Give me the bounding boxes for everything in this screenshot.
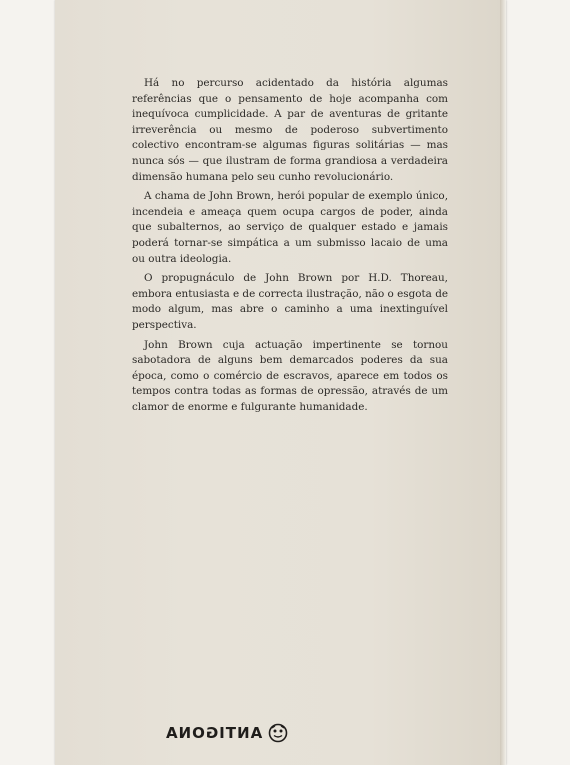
antigona-logo-icon xyxy=(268,723,288,743)
blurb-paragraph-3: O propugnáculo de John Brown por H.D. Thoreau, embora entusiasta e de correcta ilustração, não o esgota de modo algum, mas abre o caminho a uma inextinguível perspectiva. xyxy=(132,272,448,331)
blurb-paragraph-1: Há no percurso acidentado da história algumas referências que o pensamento de hoje acompanha com inequívoca cumplicidade. A par de aventuras de gritante irreverência ou mesmo de poderoso subvertimento colectivo encontram-se algumas figuras solitárias — mas nunca sós — que ilustram de forma grandiosa a verdadeira dimensão humana pelo seu cunho revolucionário. xyxy=(132,77,448,183)
publisher-name: ANTIGONA xyxy=(165,724,263,742)
blurb-paragraph-4: John Brown cuja actuação impertinente se tornou sabotadora de alguns bem demarcados poderes da sua época, como o comércio de escravos, aparece em todos os tempos contra todas as formas de opressão, através de um clamor de enorme e fulgurante humanidade. xyxy=(132,338,448,413)
publisher-logo xyxy=(165,723,288,743)
blurb-paragraph-2: A chama de John Brown, herói popular de exemplo único, incendeia e ameaça quem ocupa cargos de poder, ainda que subalternos, ao serviço de qualquer estado e jamais poderá tornar-se simpática a um submisso lacaio de uma ou outra ideologia. xyxy=(132,190,448,265)
cover-edge xyxy=(500,0,506,765)
blurb-text xyxy=(132,76,448,419)
